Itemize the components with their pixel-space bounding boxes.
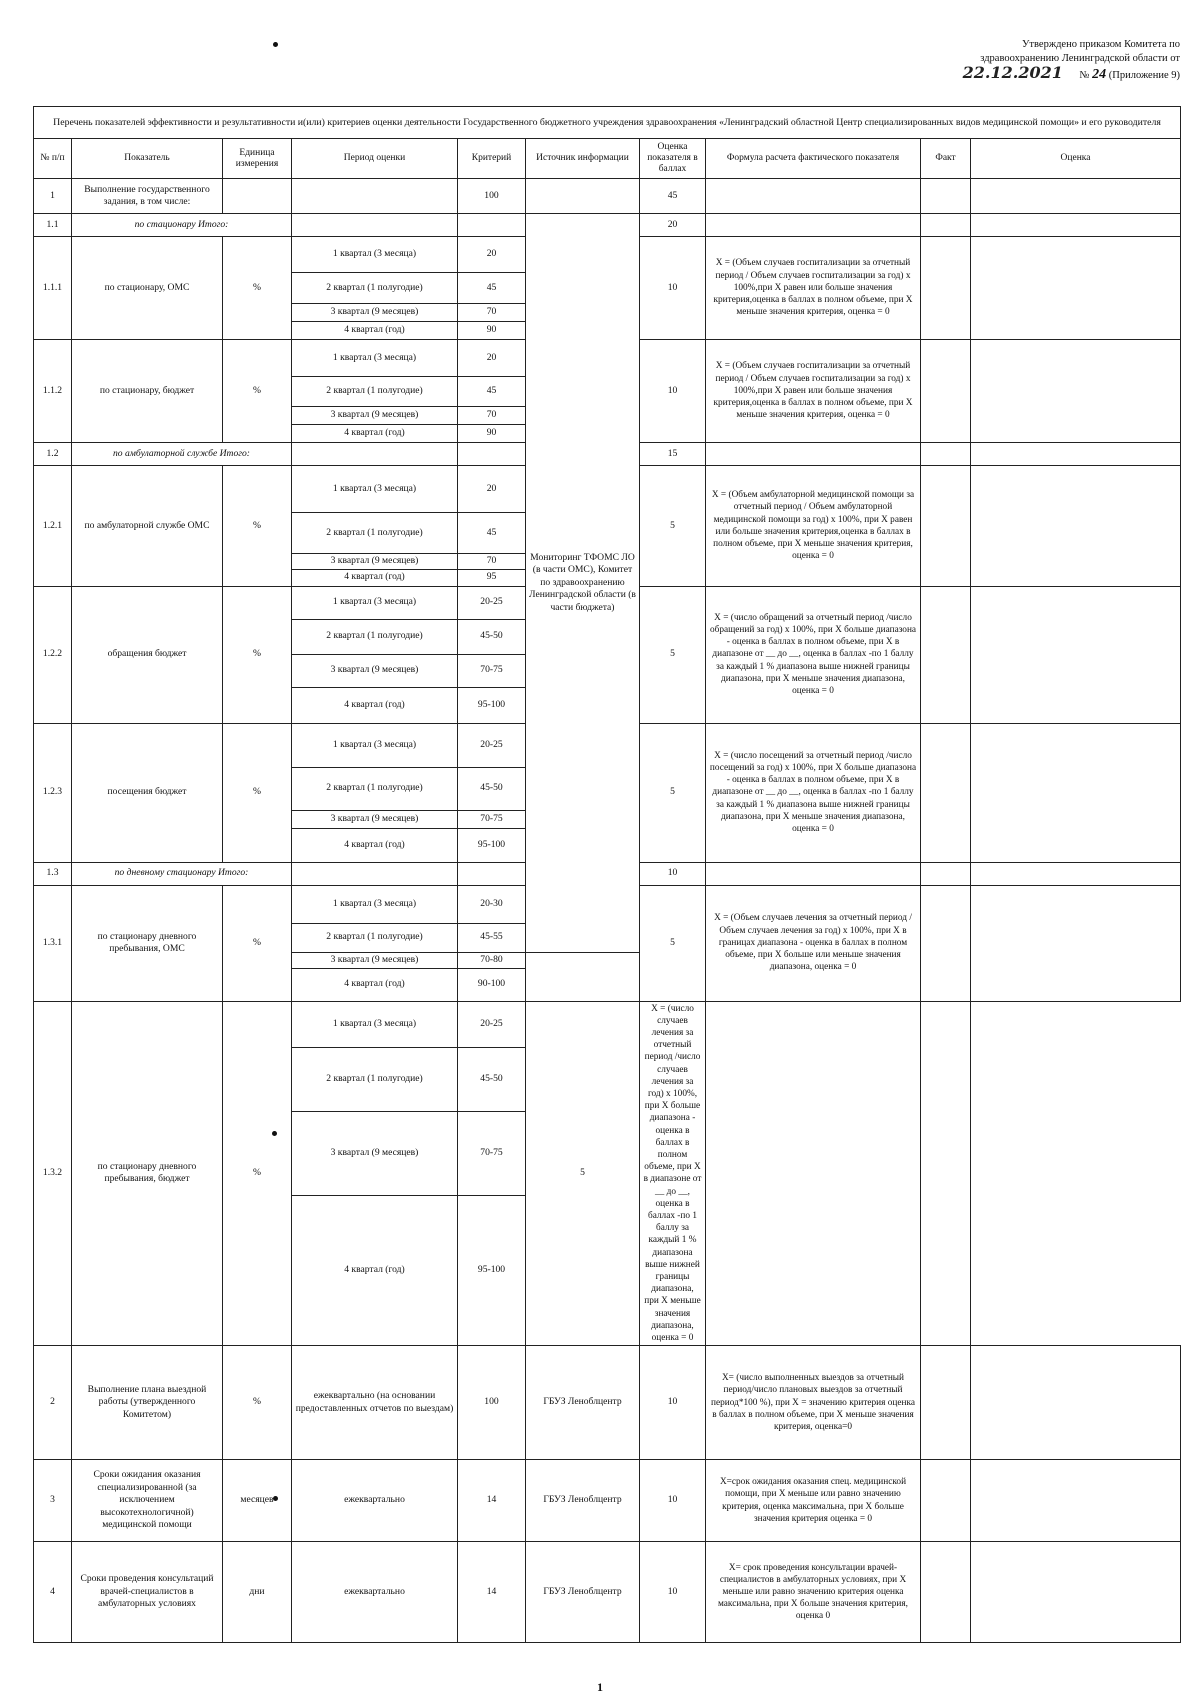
- row-score: 5: [640, 466, 706, 587]
- row-fact: [921, 466, 971, 587]
- header-formula: Формула расчета фактического показателя: [706, 139, 921, 179]
- row-unit: %: [223, 586, 292, 723]
- row-assessment: [971, 885, 1181, 1001]
- row-fact: [921, 723, 971, 862]
- period-q4: 4 квартал (год): [292, 569, 458, 586]
- row-unit: %: [223, 1346, 292, 1460]
- row-formula: X = (число обращений за отчетный период /число обращений за год) х 100%, при X больше диапазона - оценка в баллах в полном объеме, при X в диапазоне от __ до __, оценка в баллах -по 1 баллу за каждый 1 % диапазона выше нижней границы диапазона, при X меньше значения диапазона, оценка = 0: [706, 586, 921, 723]
- approval-annex: (Приложение 9): [1108, 70, 1180, 81]
- row-indicator: обращения бюджет: [72, 586, 223, 723]
- row-formula: [706, 214, 921, 237]
- row-indicator: по стационару дневного пребывания, ОМС: [72, 885, 223, 1001]
- row-assessment: [971, 1460, 1181, 1542]
- row-unit: %: [223, 237, 292, 340]
- row-criterion: [458, 214, 526, 237]
- row-formula: X= (число выполненных выездов за отчетный период/число плановых выездов за отчетный период*100 %), при X = значению критерия оценка в баллах в полном объеме, при X меньше значения критерия, оценка=0: [706, 1346, 921, 1460]
- row-indicator: по амбулаторной службе Итого:: [72, 443, 292, 466]
- criterion-q2: 45: [458, 377, 526, 407]
- row-score: 10: [640, 340, 706, 443]
- criterion-q1: 20-25: [458, 1001, 526, 1047]
- row-criterion: [458, 443, 526, 466]
- period-q2: 2 квартал (1 полугодие): [292, 377, 458, 407]
- period-q3: 3 квартал (9 месяцев): [292, 952, 458, 968]
- criterion-q1: 20-30: [458, 885, 526, 923]
- row-score: 10: [640, 237, 706, 340]
- row-assessment: [971, 340, 1181, 443]
- header-assessment: Оценка: [971, 139, 1181, 179]
- criterion-q4: 95-100: [458, 828, 526, 862]
- criterion-q2: 45-50: [458, 767, 526, 810]
- row-score: 20: [640, 214, 706, 237]
- row-score: 15: [640, 443, 706, 466]
- row-num: 1.1.1: [34, 237, 72, 340]
- row-indicator: по стационару дневного пребывания, бюджет: [72, 1001, 223, 1346]
- criterion-q2: 45-50: [458, 619, 526, 654]
- row-source: ГБУЗ Леноблцентр: [526, 1346, 640, 1460]
- row-num: 1.2.2: [34, 586, 72, 723]
- row-indicator: посещения бюджет: [72, 723, 223, 862]
- row-fact: [921, 443, 971, 466]
- row-period: ежеквартально (на основании предоставленных отчетов по выездам): [292, 1346, 458, 1460]
- period-q1: 1 квартал (3 месяца): [292, 340, 458, 377]
- row-fact: [921, 1460, 971, 1542]
- criterion-q1: 20-25: [458, 723, 526, 767]
- row-formula: X= срок проведения консультации врачей-специалистов в амбулаторных условиях, при X меньше или равно значению критерия оценка максимальна, при X больше значения критерия, оценка 0: [706, 1542, 921, 1643]
- period-q3: 3 квартал (9 месяцев): [292, 654, 458, 687]
- approval-block: [890, 38, 1180, 83]
- row-score: 5: [640, 723, 706, 862]
- row-score: 10: [640, 1542, 706, 1643]
- header-criterion: Критерий: [458, 139, 526, 179]
- row-criterion: [458, 862, 526, 885]
- row-unit: месяцев: [223, 1460, 292, 1542]
- row-fact: [921, 586, 971, 723]
- approval-number: 24: [1092, 67, 1107, 82]
- row-indicator: Выполнение государственного задания, в том числе:: [72, 179, 223, 214]
- row-fact: [921, 862, 971, 885]
- criterion-q1: 20: [458, 237, 526, 273]
- row-score: 5: [526, 1001, 640, 1346]
- criterion-q2: 45-55: [458, 923, 526, 952]
- table-row: [34, 1542, 1181, 1643]
- criterion-q1: 20: [458, 466, 526, 513]
- approval-line-1: Утверждено приказом Комитета по: [1022, 39, 1180, 50]
- period-q1: 1 квартал (3 месяца): [292, 885, 458, 923]
- header-row: [34, 139, 1181, 179]
- row-score: 5: [640, 586, 706, 723]
- criterion-q2: 45: [458, 513, 526, 554]
- criterion-q1: 20: [458, 340, 526, 377]
- source-tfoms: Мониторинг ТФОМС ЛО (в части ОМС), Комитет по здравоохранению Ленинградской области (в части бюджета): [526, 214, 640, 953]
- row-assessment: [921, 1001, 971, 1346]
- period-q4: 4 квартал (год): [292, 687, 458, 723]
- row-num: 1.1.2: [34, 340, 72, 443]
- criterion-q4: 95: [458, 569, 526, 586]
- row-assessment: [971, 214, 1181, 237]
- row-source: ГБУЗ Леноблцентр: [526, 1460, 640, 1542]
- row-indicator: по стационару, бюджет: [72, 340, 223, 443]
- row-score: 10: [640, 862, 706, 885]
- row-fact: [921, 885, 971, 1001]
- row-unit: [223, 179, 292, 214]
- criterion-q3: 70-80: [458, 952, 526, 968]
- criterion-q2: 45-50: [458, 1047, 526, 1111]
- row-formula: X = (Объем случаев лечения за отчетный период / Объем случаев лечения за год) х 100%, при X в границах диапазона - оценка в баллах в полном объеме, при X больше или меньше значения диапазона, оценка = 0: [706, 885, 921, 1001]
- indicators-table: [33, 106, 1181, 1643]
- row-score: 5: [640, 885, 706, 1001]
- table-title: Перечень показателей эффективности и результативности и(или) критериев оценки деятельности Государственного бюджетного учреждения здравоохранения «Ленинградский областной Центр специализированных видов медицинской помощи» и его руководителя: [34, 107, 1181, 139]
- row-formula: X = (Объем случаев госпитализации за отчетный период / Объем случаев госпитализации за год) х 100%,при X равен или больше значения критерия,оценка в баллах в полном объеме, при X меньше значения критерия, оценка = 0: [706, 237, 921, 340]
- row-indicator: по стационару, ОМС: [72, 237, 223, 340]
- row-indicator: Сроки ожидания оказания специализированной (за исключением высокотехнологичной) медицинской помощи: [72, 1460, 223, 1542]
- row-assessment: [971, 1542, 1181, 1643]
- criterion-q4: 90: [458, 322, 526, 340]
- row-formula: X = (число случаев лечения за отчетный период /число случаев лечения за год) х 100%, при X больше диапазона - оценка в баллах в полном объеме, при X в диапазоне от __ до __, оценка в баллах -по 1 баллу за каждый 1 % диапазона выше нижней границы диапазона, при X меньше значения диапазона, оценка = 0: [640, 1001, 706, 1346]
- period-q2: 2 квартал (1 полугодие): [292, 1047, 458, 1111]
- row-formula: X = (Объем случаев госпитализации за отчетный период / Объем случаев госпитализации за год) х 100%,при X равен или больше значения критерия,оценка в баллах в полном объеме, при X меньше значения критерия, оценка = 0: [706, 340, 921, 443]
- header-indicator: Показатель: [72, 139, 223, 179]
- criterion-q3: 70-75: [458, 1111, 526, 1195]
- approval-date-number: [890, 63, 1180, 83]
- header-score: Оценка показателя в баллах: [640, 139, 706, 179]
- row-fact: [921, 214, 971, 237]
- row-indicator: по амбулаторной службе ОМС: [72, 466, 223, 587]
- row-formula: [706, 862, 921, 885]
- row-formula: [706, 443, 921, 466]
- header-num: № п/п: [34, 139, 72, 179]
- period-q4: 4 квартал (год): [292, 322, 458, 340]
- period-q2: 2 квартал (1 полугодие): [292, 273, 458, 304]
- row-formula: X = (Объем амбулаторной медицинской помощи за отчетный период / Объем амбулаторной медицинской помощи за год) х 100%, при X равен или больше значения критерия,оценка в баллах в полном объеме, при X меньше значения критерия, оценка = 0: [706, 466, 921, 587]
- row-assessment: [971, 443, 1181, 466]
- criterion-q3: 70-75: [458, 810, 526, 828]
- row-formula: X=срок ожидания оказания спец. медицинской помощи, при X меньше или равно значению критерия, оценка максимальна, при X больше значения критерия оценка = 0: [706, 1460, 921, 1542]
- row-source: [526, 179, 640, 214]
- criterion-q2: 45: [458, 273, 526, 304]
- period-q3: 3 квартал (9 месяцев): [292, 304, 458, 322]
- period-q1: 1 квартал (3 месяца): [292, 1001, 458, 1047]
- criterion-q3: 70-75: [458, 654, 526, 687]
- row-fact: [921, 340, 971, 443]
- period-q1: 1 квартал (3 месяца): [292, 237, 458, 273]
- row-period: [292, 443, 458, 466]
- row-unit: %: [223, 885, 292, 1001]
- table-row: [34, 1460, 1181, 1542]
- row-num: 1.2: [34, 443, 72, 466]
- row-num: 1.1: [34, 214, 72, 237]
- row-period: ежеквартально: [292, 1460, 458, 1542]
- period-q2: 2 квартал (1 полугодие): [292, 619, 458, 654]
- row-period: ежеквартально: [292, 1542, 458, 1643]
- row-unit: %: [223, 723, 292, 862]
- row-fact: [921, 1346, 971, 1460]
- row-assessment: [971, 1346, 1181, 1460]
- row-unit: %: [223, 1001, 292, 1346]
- period-q2: 2 квартал (1 полугодие): [292, 923, 458, 952]
- table-row: [34, 1346, 1181, 1460]
- period-q3: 3 квартал (9 месяцев): [292, 407, 458, 425]
- row-num: 1.3: [34, 862, 72, 885]
- criterion-q4: 90-100: [458, 968, 526, 1001]
- row-num: 1.2.1: [34, 466, 72, 587]
- period-q4: 4 квартал (год): [292, 1195, 458, 1345]
- period-q1: 1 квартал (3 месяца): [292, 586, 458, 619]
- scan-speck: [273, 42, 278, 47]
- row-criterion: 100: [458, 1346, 526, 1460]
- row-assessment: [971, 466, 1181, 587]
- criterion-q4: 95-100: [458, 1195, 526, 1345]
- row-indicator: по стационару Итого:: [72, 214, 292, 237]
- period-q4: 4 квартал (год): [292, 425, 458, 443]
- row-criterion: 14: [458, 1542, 526, 1643]
- row-unit: дни: [223, 1542, 292, 1643]
- period-q1: 1 квартал (3 месяца): [292, 723, 458, 767]
- header-unit: Единица измерения: [223, 139, 292, 179]
- header-period: Период оценки: [292, 139, 458, 179]
- approval-number-prefix: №: [1079, 70, 1090, 81]
- row-period: [292, 214, 458, 237]
- row-fact: [921, 179, 971, 214]
- row-num: 1: [34, 179, 72, 214]
- row-score: 10: [640, 1346, 706, 1460]
- criterion-q3: 70: [458, 407, 526, 425]
- row-assessment: [971, 862, 1181, 885]
- row-unit: %: [223, 466, 292, 587]
- row-fact: [921, 237, 971, 340]
- approval-line-2: здравоохранению Ленинградской области от: [980, 53, 1180, 64]
- period-q1: 1 квартал (3 месяца): [292, 466, 458, 513]
- header-fact: Факт: [921, 139, 971, 179]
- row-num: 1.2.3: [34, 723, 72, 862]
- row-assessment: [971, 586, 1181, 723]
- row-assessment: [971, 179, 1181, 214]
- row-indicator: Выполнение плана выездной работы (утвержденного Комитетом): [72, 1346, 223, 1460]
- criterion-q1: 20-25: [458, 586, 526, 619]
- row-criterion: 14: [458, 1460, 526, 1542]
- row-fact: [706, 1001, 921, 1346]
- period-q4: 4 квартал (год): [292, 828, 458, 862]
- row-unit: %: [223, 340, 292, 443]
- row-num: 3: [34, 1460, 72, 1542]
- table-row: [34, 214, 1181, 237]
- period-q2: 2 квартал (1 полугодие): [292, 767, 458, 810]
- approval-date: 22.12.2021: [962, 63, 1063, 82]
- table-row: [34, 179, 1181, 214]
- row-formula: X = (число посещений за отчетный период /число посещений за год) х 100%, при X больше диапазона - оценка в баллах в полном объеме, при X в диапазоне от __ до __, оценка в баллах -по 1 баллу за каждый 1 % диапазона выше нижней границы диапазона, при X меньше значения диапазона, оценка = 0: [706, 723, 921, 862]
- page-number: 1: [597, 1680, 603, 1694]
- row-assessment: [971, 237, 1181, 340]
- criterion-q3: 70: [458, 304, 526, 322]
- period-q3: 3 квартал (9 месяцев): [292, 810, 458, 828]
- period-q2: 2 квартал (1 полугодие): [292, 513, 458, 554]
- criterion-q3: 70: [458, 554, 526, 570]
- row-num: 2: [34, 1346, 72, 1460]
- criterion-q4: 95-100: [458, 687, 526, 723]
- period-q4: 4 квартал (год): [292, 968, 458, 1001]
- row-score: 45: [640, 179, 706, 214]
- period-q3: 3 квартал (9 месяцев): [292, 1111, 458, 1195]
- row-num: 1.3.2: [34, 1001, 72, 1346]
- table-row: [34, 1001, 1181, 1047]
- row-indicator: Сроки проведения консультаций врачей-специалистов в амбулаторных условиях: [72, 1542, 223, 1643]
- period-q3: 3 квартал (9 месяцев): [292, 554, 458, 570]
- row-formula: [706, 179, 921, 214]
- row-period: [292, 179, 458, 214]
- criterion-q4: 90: [458, 425, 526, 443]
- row-criterion: 100: [458, 179, 526, 214]
- row-fact: [921, 1542, 971, 1643]
- row-num: 4: [34, 1542, 72, 1643]
- row-source: ГБУЗ Леноблцентр: [526, 1542, 640, 1643]
- row-score: 10: [640, 1460, 706, 1542]
- row-period: [292, 862, 458, 885]
- row-num: 1.3.1: [34, 885, 72, 1001]
- header-source: Источник информации: [526, 139, 640, 179]
- row-assessment: [971, 723, 1181, 862]
- row-indicator: по дневному стационару Итого:: [72, 862, 292, 885]
